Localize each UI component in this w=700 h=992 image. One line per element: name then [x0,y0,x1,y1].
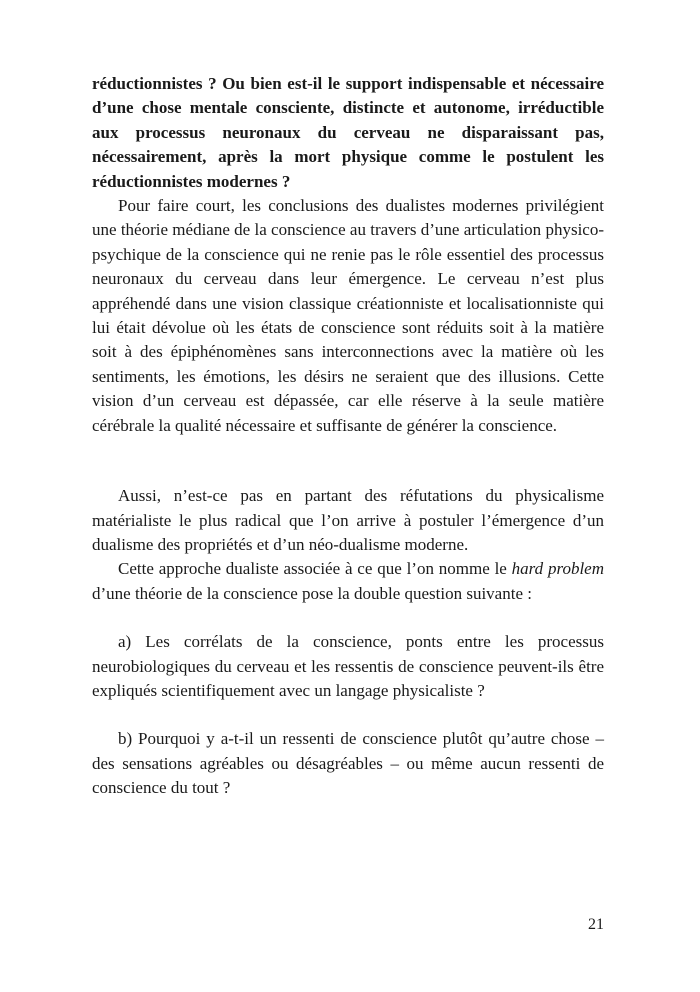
paragraph-4 [92,557,604,606]
page-body [92,72,604,801]
paragraph-1: réductionnistes ? Ou bien est-il le support indispensable et nécessaire d’une chose mentale consciente, distincte et autonome, irréductible aux processus neuronaux du cerveau ne disparaissant pas, nécessairement, après la mort physique comme le postulent les réductionnistes modernes ? [92,74,604,191]
paragraph-5: a) Les corrélats de la conscience, ponts entre les processus neurobiologiques du cerveau et les ressentis de conscience peuvent-ils être expliqués scientifiquement avec un langage physicaliste ? [92,632,604,700]
page-number: 21 [588,916,604,933]
paragraph-2: Pour faire court, les conclusions des dualistes modernes privilégient une théorie médiane de la conscience au travers d’une articulation physico-psychique de la conscience qui ne renie pas le rôle essentiel des processus neuronaux du cerveau dans leur émergence. Le cerveau n’est plus appréhendé dans une vision classique créationniste et localisationniste qui lui était dévolue où les états de conscience sont réduits soit à la matière soit à des épiphénomènes sans interconnections avec la matière où les sentiments, les émotions, les désirs ne seraient que des illusions. Cette vision d’un cerveau est dépassée, car elle réserve à la seule matière cérébrale la qualité nécessaire et suffisante de générer la conscience. [92,196,604,435]
paragraph-4-italic: hard problem [511,559,605,579]
paragraph-4-before: Cette approche dualiste associée à ce que l’on nomme le [118,559,512,579]
paragraph-6: b) Pourquoi y a-t-il un ressenti de conscience plutôt qu’autre chose – des sensations agréables ou désagréables – ou même aucun ressenti de conscience du tout ? [92,729,604,798]
paragraph-4-after: d’une théorie de la conscience pose la double question suivante : [92,583,532,603]
paragraph-3: Aussi, n’est-ce pas en partant des réfutations du physicalisme matérialiste le plus radical que l’on arrive à postuler l’émergence d’un dualisme des propriétés et d’un néo-dualisme moderne. [92,486,604,554]
